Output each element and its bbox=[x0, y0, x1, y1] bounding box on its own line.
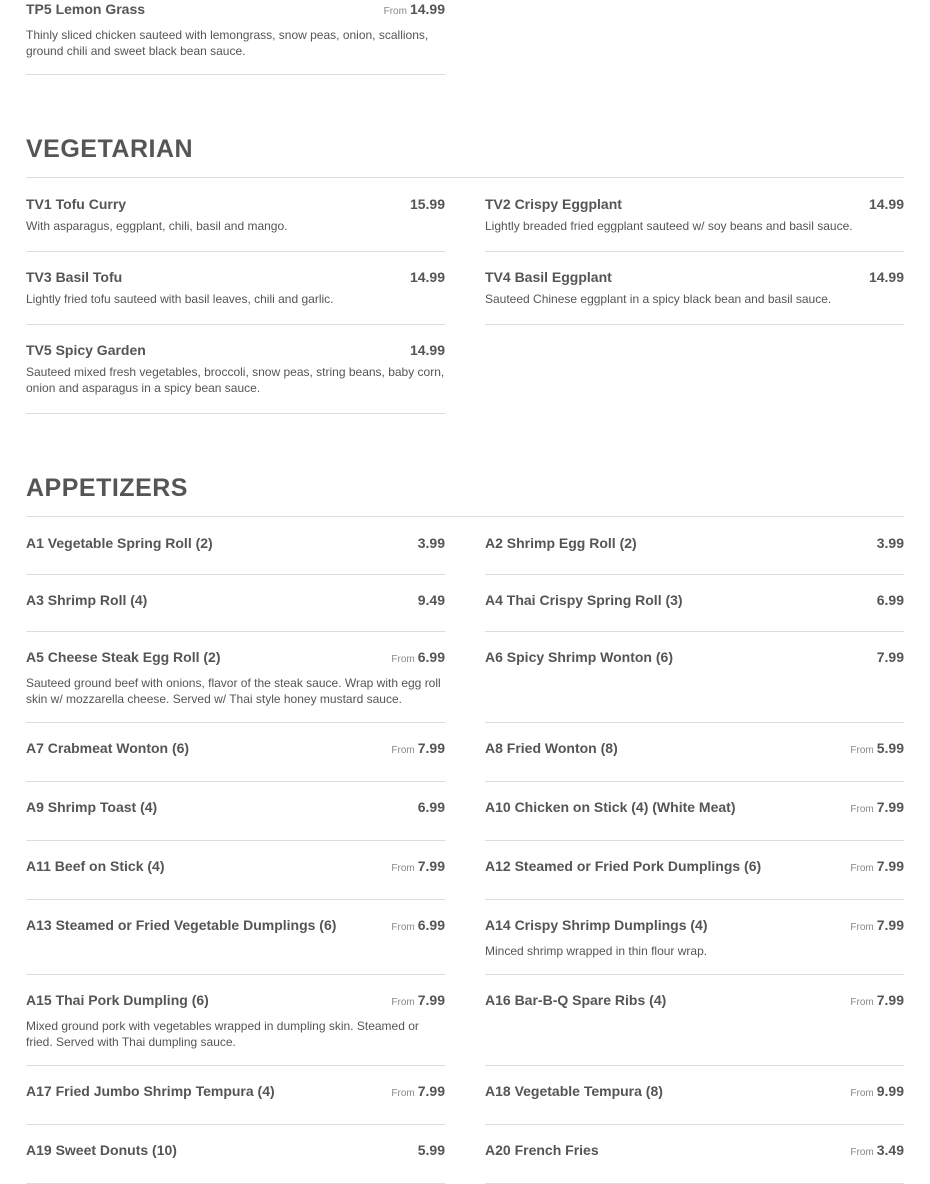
menu-item[interactable] bbox=[485, 195, 904, 234]
item-price: 7.99 bbox=[876, 992, 904, 1008]
item-name: A17 Fried Jumbo Shrimp Tempura (4) bbox=[26, 1083, 275, 1099]
menu-item[interactable] bbox=[26, 1082, 445, 1103]
item-name: A4 Thai Crispy Spring Roll (3) bbox=[485, 592, 683, 608]
item-price: 9.49 bbox=[417, 592, 445, 608]
divider bbox=[26, 74, 445, 75]
item-price: 7.99 bbox=[876, 858, 904, 874]
from-label: From bbox=[391, 922, 415, 933]
menu-item[interactable] bbox=[485, 268, 904, 307]
divider bbox=[26, 899, 445, 900]
divider bbox=[485, 631, 904, 632]
divider bbox=[26, 722, 445, 723]
item-name: A2 Shrimp Egg Roll (2) bbox=[485, 535, 637, 551]
item-price: 5.99 bbox=[417, 1142, 445, 1158]
item-price: 6.99 bbox=[417, 649, 445, 665]
item-price: 3.99 bbox=[876, 535, 904, 551]
item-description: With asparagus, eggplant, chili, basil and mango. bbox=[26, 219, 288, 233]
item-price: 14.99 bbox=[409, 1, 445, 17]
divider bbox=[485, 781, 904, 782]
from-label: From bbox=[391, 745, 415, 756]
from-label: From bbox=[850, 745, 874, 756]
item-description: Sauteed mixed fresh vegetables, broccoli, snow peas, string beans, baby corn, onion and asparagus in a spicy bean sauce. bbox=[26, 365, 445, 395]
menu-item[interactable] bbox=[26, 591, 445, 610]
menu-item[interactable] bbox=[485, 798, 904, 819]
menu-item[interactable] bbox=[26, 268, 445, 307]
section-divider bbox=[26, 177, 904, 178]
item-price: 14.99 bbox=[868, 269, 904, 285]
menu-item[interactable] bbox=[485, 916, 904, 959]
menu-item[interactable] bbox=[26, 991, 445, 1050]
menu-item[interactable] bbox=[26, 341, 445, 396]
divider bbox=[26, 413, 445, 414]
item-price: 15.99 bbox=[409, 196, 445, 212]
item-name: A19 Sweet Donuts (10) bbox=[26, 1142, 177, 1158]
menu-item[interactable] bbox=[485, 1141, 904, 1162]
item-price: 6.99 bbox=[417, 799, 445, 815]
item-name: A11 Beef on Stick (4) bbox=[26, 858, 165, 874]
item-name: A8 Fried Wonton (8) bbox=[485, 740, 618, 756]
divider bbox=[485, 974, 904, 975]
menu-item[interactable] bbox=[26, 857, 445, 878]
item-name: TV1 Tofu Curry bbox=[26, 196, 127, 212]
section-title-appetizers: APPETIZERS bbox=[26, 474, 188, 502]
menu-item[interactable] bbox=[26, 534, 445, 553]
item-price: 6.99 bbox=[417, 917, 445, 933]
item-price: 3.99 bbox=[417, 535, 445, 551]
item-name: A18 Vegetable Tempura (8) bbox=[485, 1083, 663, 1099]
menu-item[interactable] bbox=[26, 0, 445, 59]
divider bbox=[26, 324, 445, 325]
item-name: TP5 Lemon Grass bbox=[26, 1, 146, 17]
item-description: Mixed ground pork with vegetables wrapped in dumpling skin. Steamed or fried. Served with Thai dumpling sauce. bbox=[26, 1019, 419, 1049]
divider bbox=[485, 574, 904, 575]
from-label: From bbox=[391, 863, 415, 874]
item-price: 14.99 bbox=[868, 196, 904, 212]
item-description: Sauteed Chinese eggplant in a spicy black bean and basil sauce. bbox=[485, 292, 832, 306]
item-name: A16 Bar-B-Q Spare Ribs (4) bbox=[485, 992, 667, 1008]
from-label: From bbox=[850, 804, 874, 815]
item-name: A14 Crispy Shrimp Dumplings (4) bbox=[485, 917, 708, 933]
item-name: A1 Vegetable Spring Roll (2) bbox=[26, 535, 213, 551]
item-name: TV2 Crispy Eggplant bbox=[485, 196, 622, 212]
item-price: 7.99 bbox=[417, 992, 445, 1008]
menu-item[interactable] bbox=[26, 648, 445, 707]
item-name: TV4 Basil Eggplant bbox=[485, 269, 612, 285]
item-name: TV5 Spicy Garden bbox=[26, 342, 146, 358]
from-label: From bbox=[391, 654, 415, 665]
item-price: 7.99 bbox=[417, 1083, 445, 1099]
section-title-vegetarian: VEGETARIAN bbox=[26, 135, 194, 163]
divider bbox=[485, 251, 904, 252]
menu-item[interactable] bbox=[26, 916, 445, 937]
divider bbox=[26, 251, 445, 252]
item-description: Thinly sliced chicken sauteed with lemongrass, snow peas, onion, scallions, ground chili and sweet black bean sauce. bbox=[26, 28, 429, 58]
menu-item[interactable] bbox=[26, 195, 445, 234]
item-name: A20 French Fries bbox=[485, 1142, 599, 1158]
divider bbox=[26, 974, 445, 975]
item-price: 14.99 bbox=[409, 269, 445, 285]
item-name: A9 Shrimp Toast (4) bbox=[26, 799, 158, 815]
menu-item[interactable] bbox=[26, 1141, 445, 1160]
menu-item[interactable] bbox=[485, 591, 904, 610]
item-name: A15 Thai Pork Dumpling (6) bbox=[26, 992, 209, 1008]
from-label: From bbox=[850, 922, 874, 933]
item-price: 9.99 bbox=[876, 1083, 904, 1099]
menu-item[interactable] bbox=[485, 991, 904, 1012]
menu-item[interactable] bbox=[26, 739, 445, 760]
item-name: TV3 Basil Tofu bbox=[26, 269, 123, 285]
item-description: Minced shrimp wrapped in thin flour wrap. bbox=[485, 944, 708, 958]
item-description: Lightly fried tofu sauteed with basil leaves, chili and garlic. bbox=[26, 292, 334, 306]
divider bbox=[485, 899, 904, 900]
item-price: 7.99 bbox=[876, 649, 904, 665]
divider bbox=[485, 840, 904, 841]
divider bbox=[26, 1065, 445, 1066]
menu-item[interactable] bbox=[26, 798, 445, 817]
divider bbox=[26, 631, 445, 632]
divider bbox=[485, 1124, 904, 1125]
item-name: A5 Cheese Steak Egg Roll (2) bbox=[26, 649, 221, 665]
item-name: A13 Steamed or Fried Vegetable Dumplings (6) bbox=[26, 917, 337, 933]
from-label: From bbox=[391, 1088, 415, 1099]
item-name: A3 Shrimp Roll (4) bbox=[26, 592, 148, 608]
divider bbox=[26, 840, 445, 841]
item-price: 7.99 bbox=[417, 740, 445, 756]
item-description: Sauteed ground beef with onions, flavor of the steak sauce. Wrap with egg roll skin w/ mozzarella cheese. Served w/ Thai style honey mustard sauce. bbox=[26, 676, 441, 706]
item-price: 5.99 bbox=[876, 740, 904, 756]
from-label: From bbox=[383, 6, 407, 17]
item-name: A12 Steamed or Fried Pork Dumplings (6) bbox=[485, 858, 762, 874]
divider bbox=[26, 1124, 445, 1125]
item-description: Lightly breaded fried eggplant sauteed w/ soy beans and basil sauce. bbox=[485, 219, 853, 233]
menu-item[interactable] bbox=[485, 534, 904, 553]
from-label: From bbox=[391, 997, 415, 1008]
item-price: 7.99 bbox=[876, 799, 904, 815]
menu-item[interactable] bbox=[485, 1082, 904, 1103]
item-price: 14.99 bbox=[409, 342, 445, 358]
from-label: From bbox=[850, 1147, 874, 1158]
divider bbox=[485, 1065, 904, 1066]
divider bbox=[26, 574, 445, 575]
from-label: From bbox=[850, 997, 874, 1008]
from-label: From bbox=[850, 863, 874, 874]
menu-item[interactable] bbox=[485, 648, 904, 667]
item-price: 3.49 bbox=[876, 1142, 904, 1158]
divider bbox=[485, 324, 904, 325]
item-price: 6.99 bbox=[876, 592, 904, 608]
item-name: A6 Spicy Shrimp Wonton (6) bbox=[485, 649, 673, 665]
item-name: A7 Crabmeat Wonton (6) bbox=[26, 740, 190, 756]
item-price: 7.99 bbox=[876, 917, 904, 933]
divider bbox=[26, 781, 445, 782]
menu-item[interactable] bbox=[485, 739, 904, 760]
menu-item[interactable] bbox=[485, 857, 904, 878]
from-label: From bbox=[850, 1088, 874, 1099]
item-price: 7.99 bbox=[417, 858, 445, 874]
item-name: A10 Chicken on Stick (4) (White Meat) bbox=[485, 799, 736, 815]
section-divider bbox=[26, 516, 904, 517]
divider bbox=[485, 722, 904, 723]
